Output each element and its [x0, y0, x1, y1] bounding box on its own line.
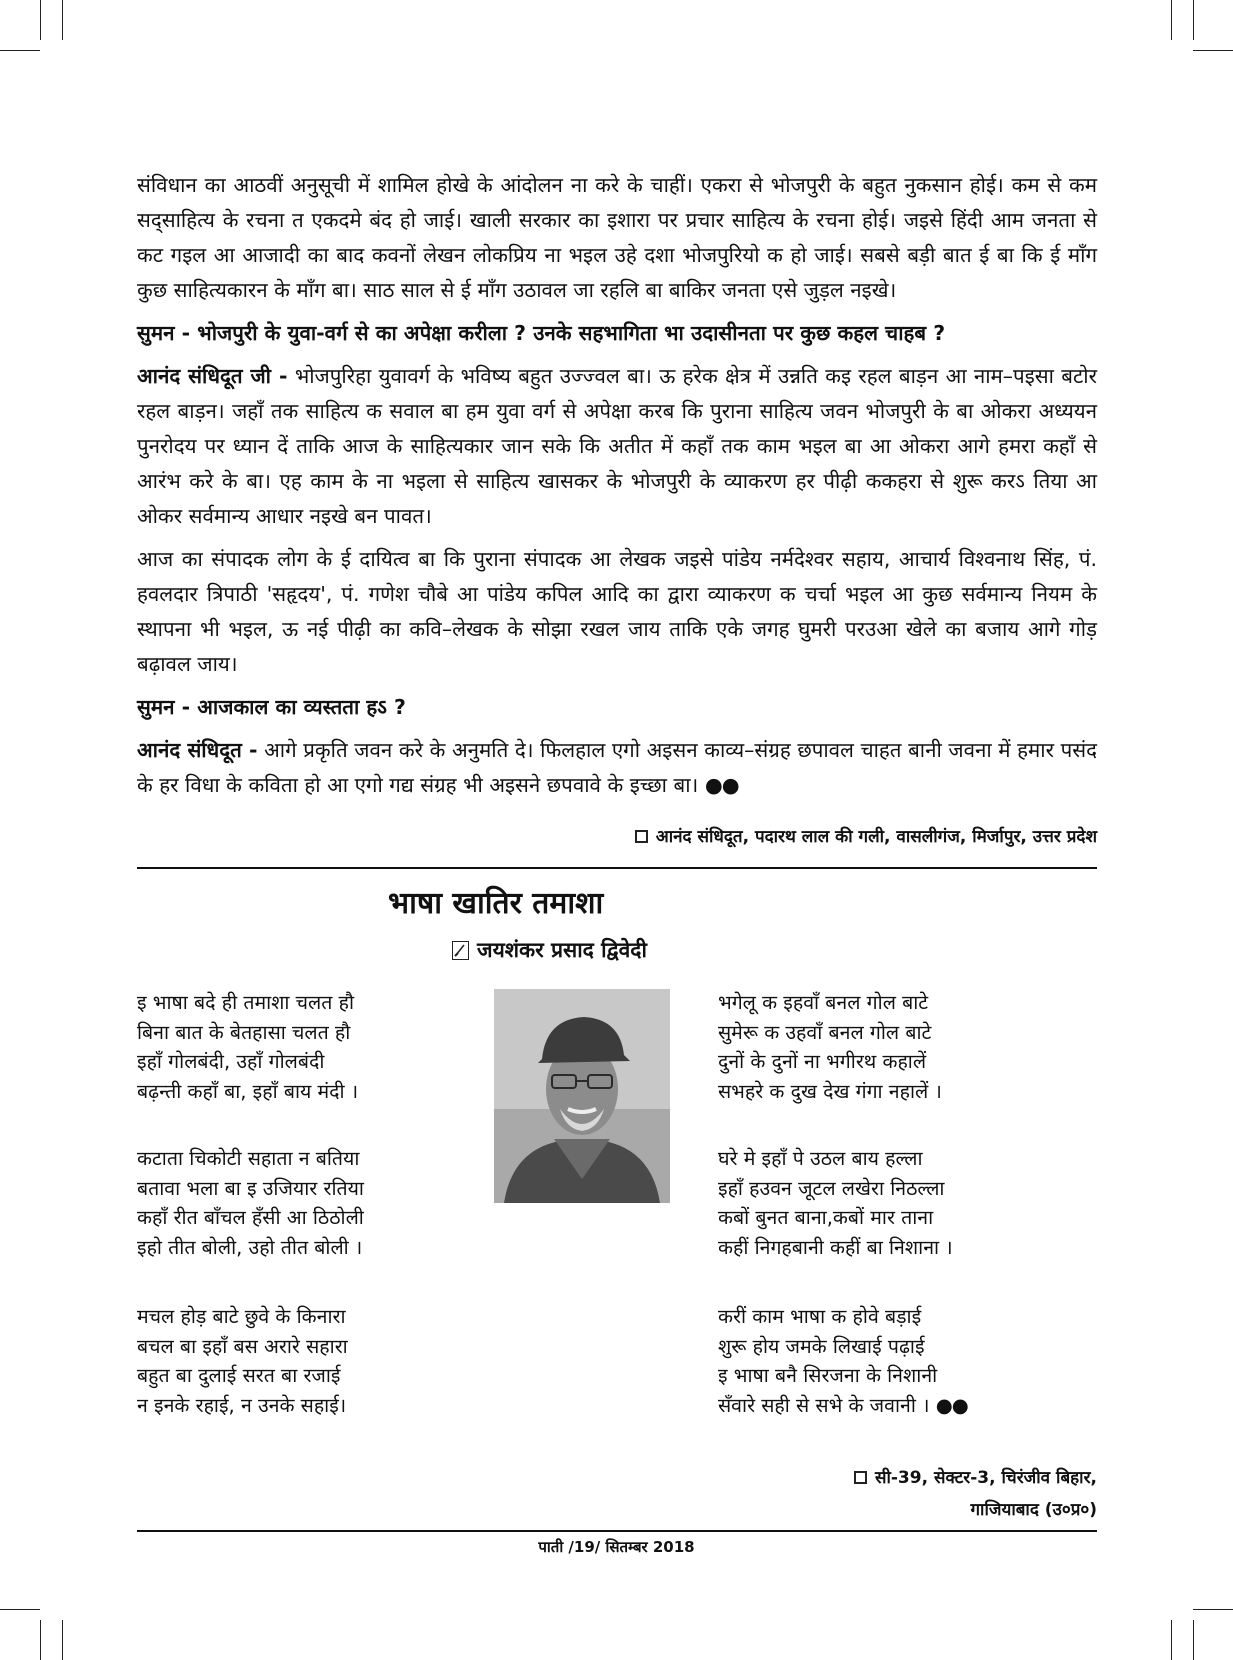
poem-stanza-left-2: [137, 1144, 364, 1262]
poem-line: मचल होड़ बाटे छुवे के किनारा: [137, 1305, 346, 1328]
poem-stanza-right-3: [718, 1302, 968, 1420]
poem-title: भाषा खातिर तमाशा: [388, 886, 604, 921]
poem-line: इ भाषा बनै सिरजना के निशानी: [718, 1364, 938, 1387]
credit-line: गाजियाबाद (उ०प्र०): [970, 1500, 1097, 1520]
paragraph: [137, 168, 1097, 308]
page-footer: पाती /19/ सितम्बर 2018: [538, 1538, 695, 1556]
poem-line: इ भाषा बदे ही तमाशा चलत हौ: [137, 991, 355, 1014]
poem-line: बिना बात के बेतहासा चलत हौ: [137, 1020, 351, 1044]
speaker-label: आनंद संधिदूत -: [137, 738, 258, 762]
poem-line: सुमेरू क उहवाँ बनल गोल बाटे: [718, 1020, 932, 1044]
poem-line: न इनके रहाई, न उनके सहाई।: [137, 1393, 347, 1417]
poem-line: सभहरे क दुख देख गंगा नहालें ।: [718, 1079, 942, 1103]
poem-line: बढ़न्ती कहाँ बा, इहाँ बाय मंदी ।: [137, 1079, 359, 1103]
poem-stanza-left-3: [137, 1302, 348, 1420]
author-photo: [494, 989, 670, 1203]
paragraph-text: आज का संपादक लोग के ई दायित्व बा कि पुराना संपादक आ लेखक जइसे पांडेय नर्मदेश्वर सहाय, आचार्य विश्वनाथ सिंह, पं. हवलदार त्रिपाठी 'सहृदय', पं. गणेश चौबे आ पांडेय कपिल आदि का द्वारा व्याकरण क चर्चा भइल आ कुछ सर्वमान्य नियम के स्थापना भी भइल, ऊ नई पीढ़ी का कवि–लेखक के सोझा रखल जाय ताकि एके जगह घुमरी परउआ खेले का बजाय आगे गोड़ बढ़ावल जाय।: [137, 547, 1097, 676]
question: [137, 316, 1097, 351]
paragraph: [137, 542, 1097, 682]
crop-mark: [1193, 50, 1233, 51]
crop-mark: [0, 1609, 40, 1610]
credit-text: आनंद संधिदूत, पदारथ लाल की गली, वासलीगंज, मिर्जापुर, उत्तर प्रदेश: [655, 827, 1097, 847]
end-mark: ●●: [935, 1393, 968, 1417]
credit-line: [854, 1462, 1097, 1494]
section-divider: [137, 867, 1097, 869]
crop-mark: [1193, 0, 1194, 40]
poem-credit: [854, 1462, 1097, 1526]
poem-line: इहाँ हउवन जूटल लखेरा निठल्ला: [718, 1176, 945, 1200]
poem-line-text: सँवारे सही से सभे के जवानी ।: [718, 1393, 930, 1417]
poem-stanza-right-2: [718, 1144, 953, 1262]
answer: [137, 733, 1097, 803]
poem-line: इहाँ गोलबंदी, उहाँ गोलबंदी: [137, 1050, 325, 1073]
crop-mark: [62, 1620, 63, 1660]
author-name: जयशंकर प्रसाद द्विवेदी: [477, 938, 647, 962]
poem-line: बहुत बा दुलाई सरत बा रजाई: [137, 1364, 341, 1387]
question-text: सुमन - आजकाल का व्यस्तता हऽ ?: [137, 695, 406, 719]
answer-text: आगे प्रकृति जवन करे के अनुमति दे। फिलहाल एगो अइसन काव्य–संग्रह छपावल चाहत बानी जवना में हमार पसंद के हर विधा के कविता हो आ एगो गद्य संग्रह भी अइसने छपवावे के इच्छा बा।: [137, 738, 1097, 797]
interview-credit: [635, 824, 1097, 847]
end-mark: ●●: [704, 773, 739, 797]
poem-line: दुनों के दुनों ना भगीरथ कहालें: [718, 1050, 927, 1073]
question: [137, 690, 1097, 725]
square-bullet-icon: [635, 830, 648, 843]
pen-icon: [452, 941, 469, 960]
footer-divider: [137, 1530, 1097, 1532]
poem-stanza-right-1: [718, 988, 942, 1106]
poem-line: इहो तीत बोली, उहो तीत बोली ।: [137, 1235, 363, 1259]
poem-line: बचल बा इहाँ बस अरारे सहारा: [137, 1334, 348, 1358]
paragraph-text: संविधान का आठवीं अनुसूची में शामिल होखे के आंदोलन ना करे के चाहीं। एकरा से भोजपुरी के बहुत नुकसान होई। कम से कम सद्साहित्य के रचना त एकदमे बंद हो जाई। खाली सरकार का इशारा पर प्रचार साहित्य के रचना होई। जइसे हिंदी आम जनता से कट गइल आ आजादी का बाद कवनों लेखन लोकप्रिय ना भइल उहे दशा भोजपुरियो क हो जाई। सबसे बड़ी बात ई बा कि ई माँग कुछ साहित्यकारन के माँग बा। साठ साल से ई माँग उठावल जा रहलि बा बाकिर जनता एसे जुड़ल नइखे।: [137, 173, 1097, 302]
poem-line: कटाता चिकोटी सहाता न बतिया: [137, 1147, 360, 1170]
credit-text: सी-39, सेक्टर-3, चिरंजीव बिहार,: [874, 1468, 1097, 1488]
poem-author: [452, 935, 647, 965]
square-bullet-icon: [854, 1471, 867, 1484]
crop-mark: [1171, 1620, 1172, 1660]
crop-mark: [1171, 0, 1172, 40]
poem-line: शुरू होय जमके लिखाई पढ़ाई: [718, 1334, 925, 1358]
poem-line: घरे मे इहाँ पे उठल बाय हल्ला: [718, 1147, 923, 1170]
poem-line-last: [718, 1391, 968, 1421]
question-text: सुमन - भोजपुरी के युवा-वर्ग से का अपेक्षा करीला ? उनके सहभागिता भा उदासीनता पर कुछ कहल चाहब ?: [137, 321, 946, 345]
answer: [137, 359, 1097, 534]
poem-line: कहाँ रीत बाँचल हँसी आ ठिठोली: [137, 1206, 364, 1229]
poem-line: कबों बुनत बाना,कबों मार ताना: [718, 1206, 934, 1229]
crop-mark: [1193, 1609, 1233, 1610]
crop-mark: [40, 1620, 41, 1660]
crop-mark: [1193, 1620, 1194, 1660]
poem-line: भगेलू क इहवाँ बनल गोल बाटे: [718, 991, 929, 1014]
poem-stanza-left-1: [137, 988, 358, 1106]
crop-mark: [0, 50, 40, 51]
crop-mark: [40, 0, 41, 40]
interview-text: [137, 168, 1097, 811]
answer-text: भोजपुरिहा युवावर्ग के भविष्य बहुत उज्ज्वल बा। ऊ हरेक क्षेत्र में उन्नति कइ रहल बाड़न आ नाम–पइसा बटोर रहल बाड़न। जहाँ तक साहित्य क सवाल बा हम युवा वर्ग से अपेक्षा करब कि पुराना साहित्य जवन भोजपुरी के बा ओकरा अध्ययन पुनरोदय पर ध्यान दें ताकि आज के साहित्यकार जान सके कि अतीत में कहाँ तक काम भइल बा आ ओकरा आगे हमरा कहाँ से आरंभ करे के बा। एह काम के ना भइला से साहित्य खासकर के भोजपुरी के व्याकरण हर पीढ़ी ककहरा से शुरू करऽ तिया आ ओकर सर्वमान्य आधार नइखे बन पावत।: [137, 364, 1098, 528]
speaker-label: आनंद संधिदूत जी -: [137, 364, 288, 388]
poem-line: बतावा भला बा इ उजियार रतिया: [137, 1176, 364, 1200]
poem-line: करीं काम भाषा क होवे बड़ाई: [718, 1305, 922, 1328]
crop-mark: [62, 0, 63, 40]
poem-line: कहीं निगहबानी कहीं बा निशाना ।: [718, 1235, 953, 1259]
